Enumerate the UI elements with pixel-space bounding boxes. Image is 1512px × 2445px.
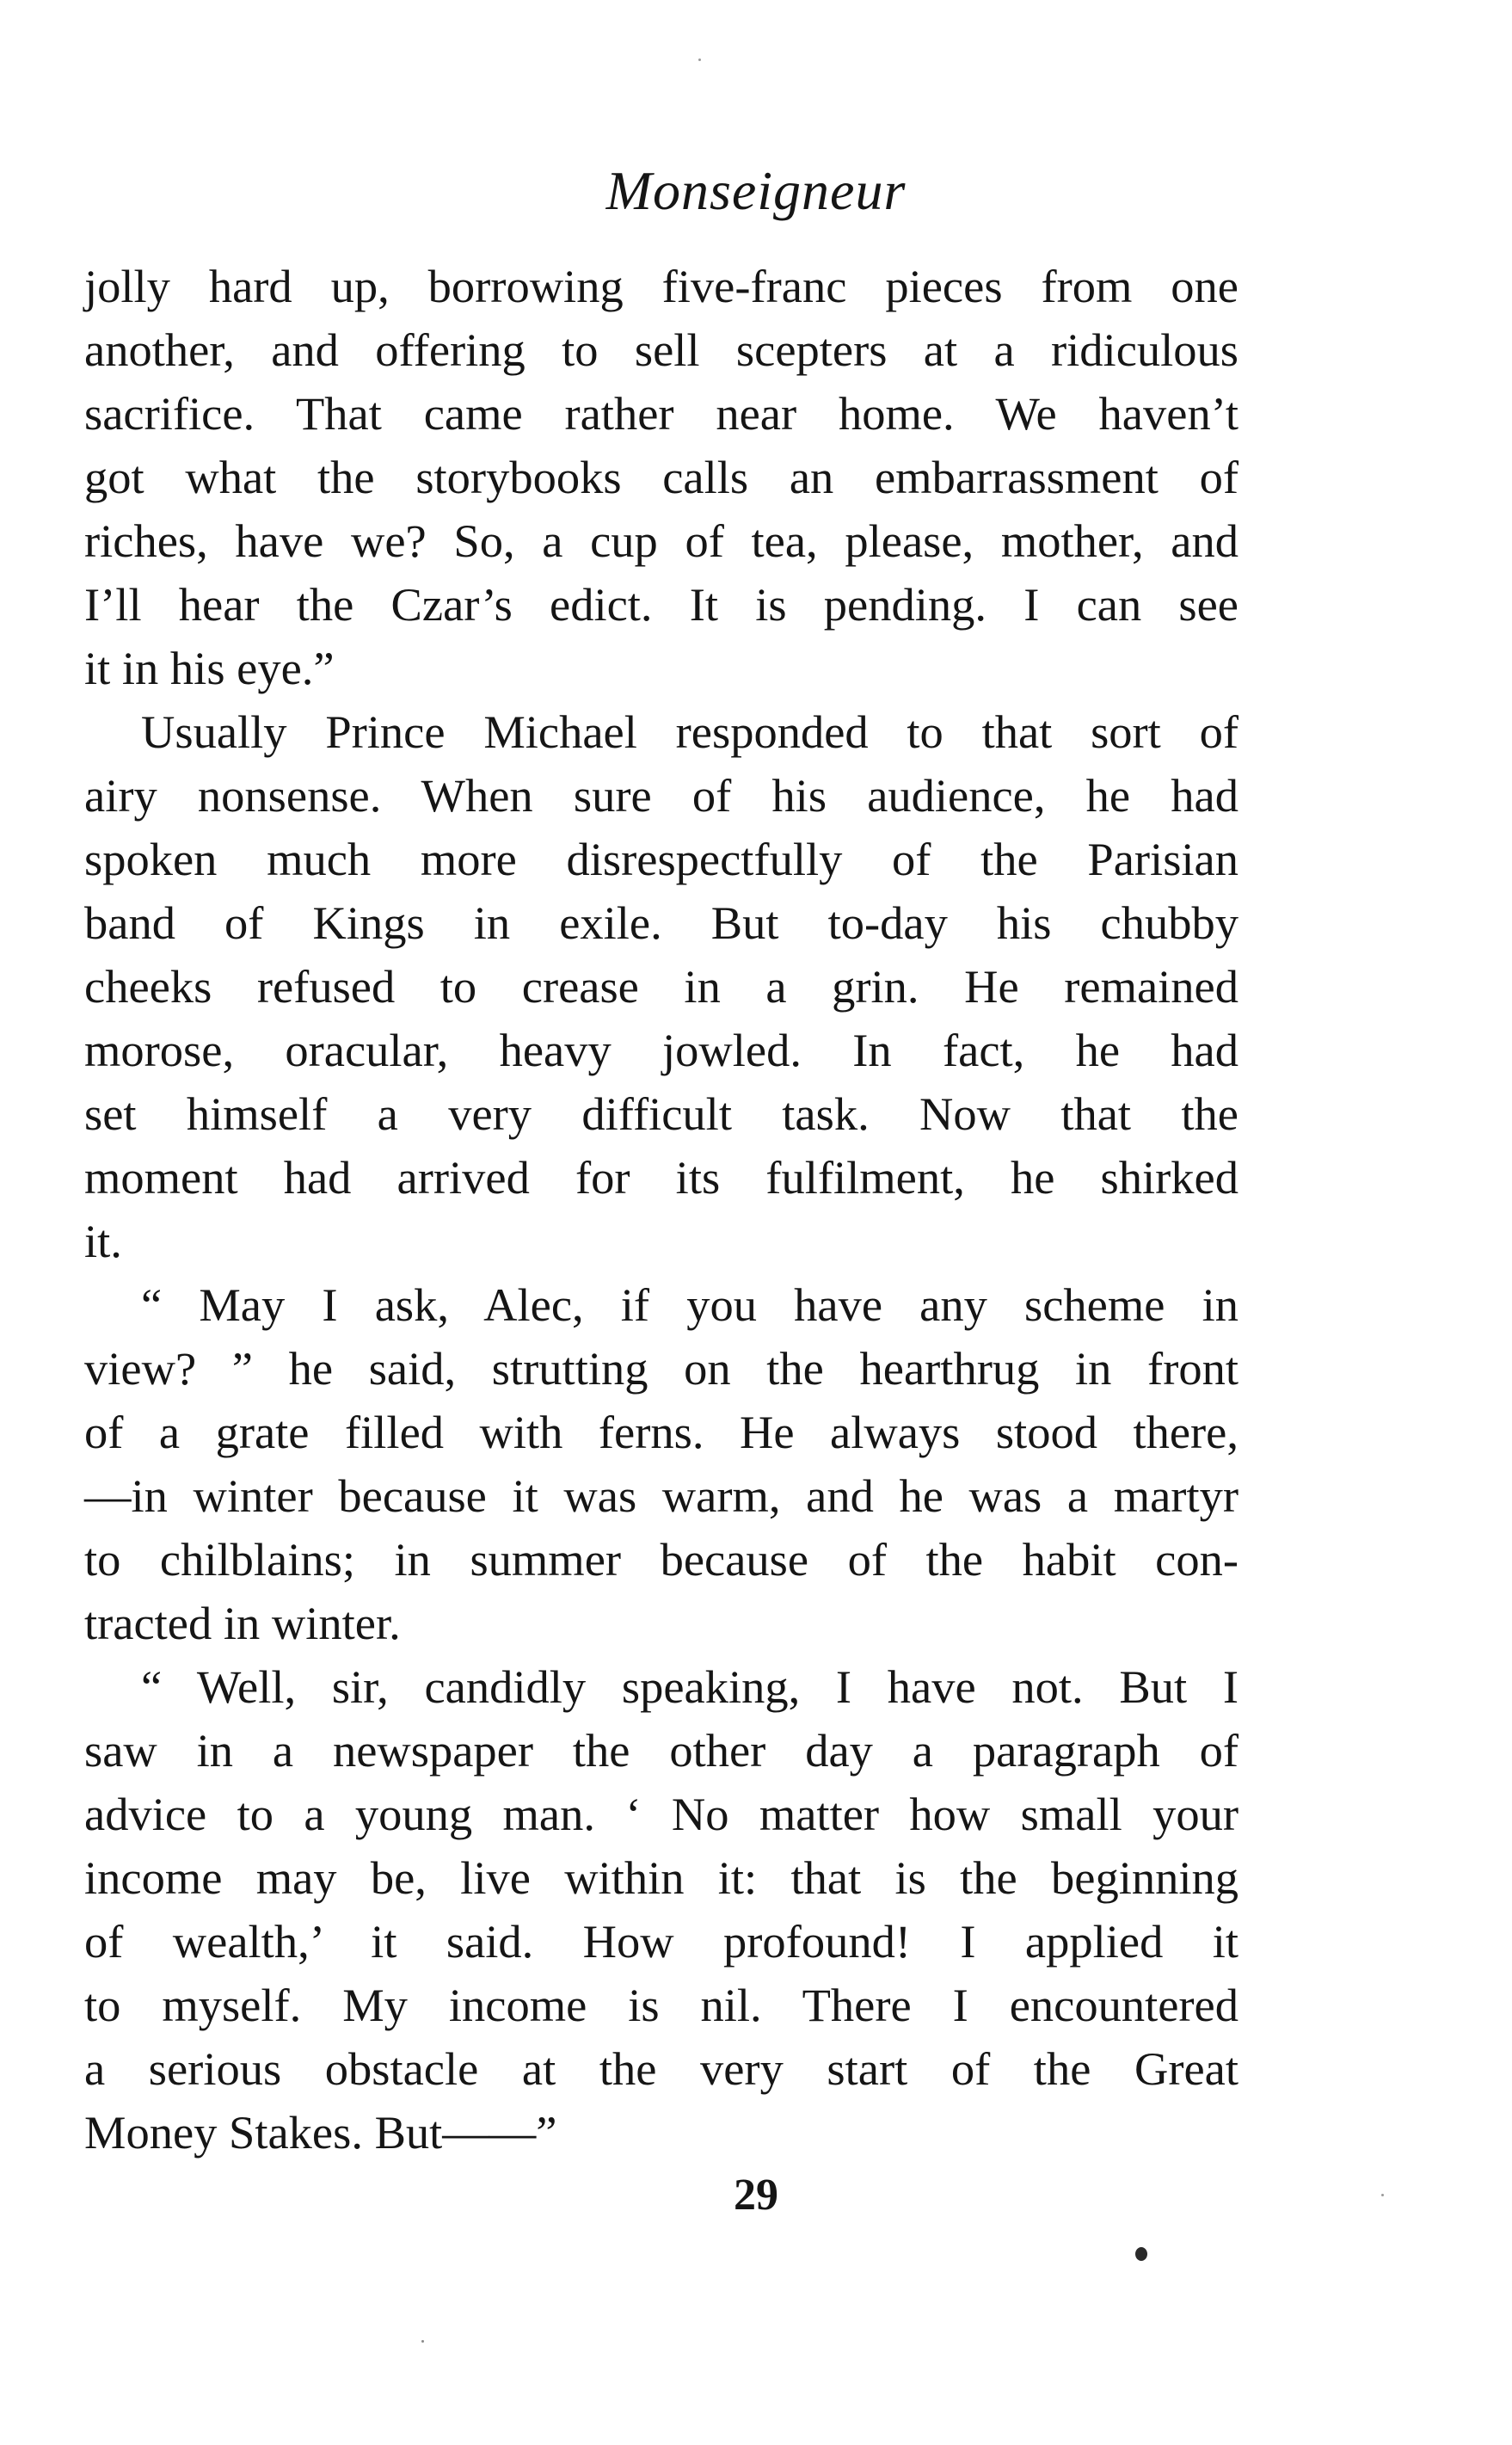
text-line: spoken much more disrespectfully of the Parisian: [84, 833, 1238, 885]
text-line: airy nonsense. When sure of his audience, he had: [84, 769, 1238, 822]
ink-speck: [421, 2340, 424, 2343]
text-line: set himself a very difficult task. Now that the: [84, 1087, 1238, 1140]
text-line: I’ll hear the Czar’s edict. It is pending. I can see: [84, 578, 1238, 631]
text-line: “ May I ask, Alec, if you have any scheme in: [141, 1278, 1238, 1331]
ink-speck: [698, 59, 701, 61]
body-text: [84, 255, 1238, 2165]
page-number: 29: [734, 2171, 778, 2220]
text-line: Money Stakes. But——”: [84, 2106, 557, 2159]
text-line: cheeks refused to crease in a grin. He remained: [84, 960, 1238, 1013]
text-line: riches, have we? So, a cup of tea, please, mother, and: [84, 514, 1238, 567]
text-line: another, and offering to sell scepters at a ridiculous: [84, 323, 1238, 376]
text-line: a serious obstacle at the very start of the Great: [84, 2042, 1238, 2095]
ink-speck: [1381, 2194, 1384, 2196]
text-line: it in his eye.”: [84, 642, 335, 694]
text-line: moment had arrived for its fulfilment, he shirked: [84, 1151, 1238, 1204]
text-line: morose, oracular, heavy jowled. In fact, he had: [84, 1024, 1238, 1076]
text-line: jolly hard up, borrowing five-franc pieces from one: [84, 260, 1238, 312]
text-line: tracted in winter.: [84, 1597, 401, 1649]
text-line: to chilblains; in summer because of the habit con-: [84, 1533, 1238, 1586]
text-line: —in winter because it was warm, and he was a martyr: [84, 1469, 1238, 1522]
text-line: to myself. My income is nil. There I encountered: [84, 1979, 1238, 2031]
text-line: of a grate filled with ferns. He always stood there,: [84, 1406, 1238, 1458]
ink-speck: [1135, 2247, 1147, 2261]
text-line: band of Kings in exile. But to-day his chubby: [84, 896, 1238, 949]
text-line: it.: [84, 1215, 122, 1267]
running-head: Monseigneur: [605, 160, 907, 221]
text-line: saw in a newspaper the other day a paragraph of: [84, 1724, 1238, 1777]
text-line: income may be, live within it: that is the beginning: [84, 1851, 1238, 1904]
text-line: Usually Prince Michael responded to that sort of: [141, 705, 1238, 758]
text-line: sacrifice. That came rather near home. We haven’t: [84, 387, 1238, 440]
text-line: advice to a young man. ‘ No matter how small your: [84, 1788, 1238, 1840]
text-line: got what the storybooks calls an embarrassment of: [84, 451, 1238, 503]
text-line: view? ” he said, strutting on the hearthrug in front: [84, 1342, 1238, 1395]
text-line: “ Well, sir, candidly speaking, I have not. But I: [141, 1660, 1238, 1713]
text-line: of wealth,’ it said. How profound! I applied it: [84, 1915, 1238, 1968]
